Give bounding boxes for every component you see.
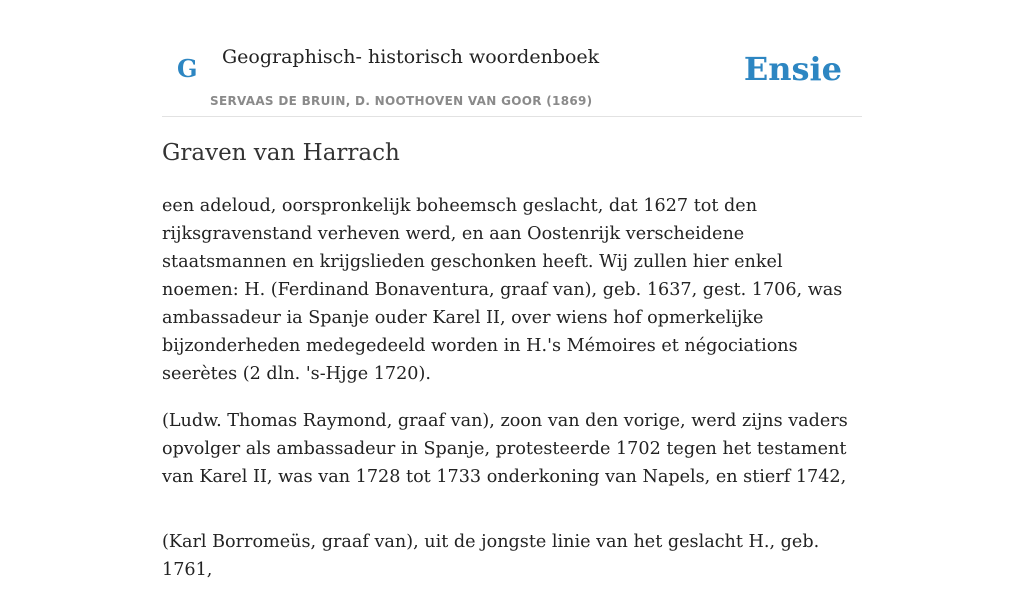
- book-author: SERVAAS DE BRUIN, D. NOOTHOVEN VAN GOOR (1869): [210, 94, 593, 108]
- entry-paragraph: (Ludw. Thomas Raymond, graaf van), zoon van den vorige, werd zijns vaders opvolger als ambassadeur in Spanje, protesteerde 1702 tegen het testament van Karel II, was van 1728 tot 1733 onderkoning van Napels, en stierf 1742,: [162, 411, 848, 487]
- book-title-link[interactable]: Geographisch- historisch woordenboek: [222, 46, 600, 68]
- book-letter-icon[interactable]: G: [177, 54, 198, 83]
- site-header: [162, 0, 862, 117]
- entry-paragraph: een adeloud, oorspronkelijk boheemsch geslacht, dat 1627 tot den rijksgravenstand verheven werd, en aan Oostenrijk verscheidene staatsmannen en krijgslieden geschonken heeft. Wij zullen hier enkel noemen: H. (Ferdinand Bonaventura, graaf van), geb. 1637, gest. 1706, was ambassadeur ia Spanje ouder Karel II, over wiens hof opmerkelijke bijzonderheden medegedeeld worden in H.'s Mémoires et négociations seerètes (2 dln. 's-Hjge 1720).: [162, 196, 843, 384]
- entry-paragraph: (Karl Borromeüs, graaf van), uit de jongste linie van het geslacht H., geb. 1761,: [162, 532, 820, 580]
- entry-title: Graven van Harrach: [162, 140, 400, 166]
- entry-body: [162, 192, 862, 603]
- brand-logo[interactable]: Ensie: [743, 50, 842, 88]
